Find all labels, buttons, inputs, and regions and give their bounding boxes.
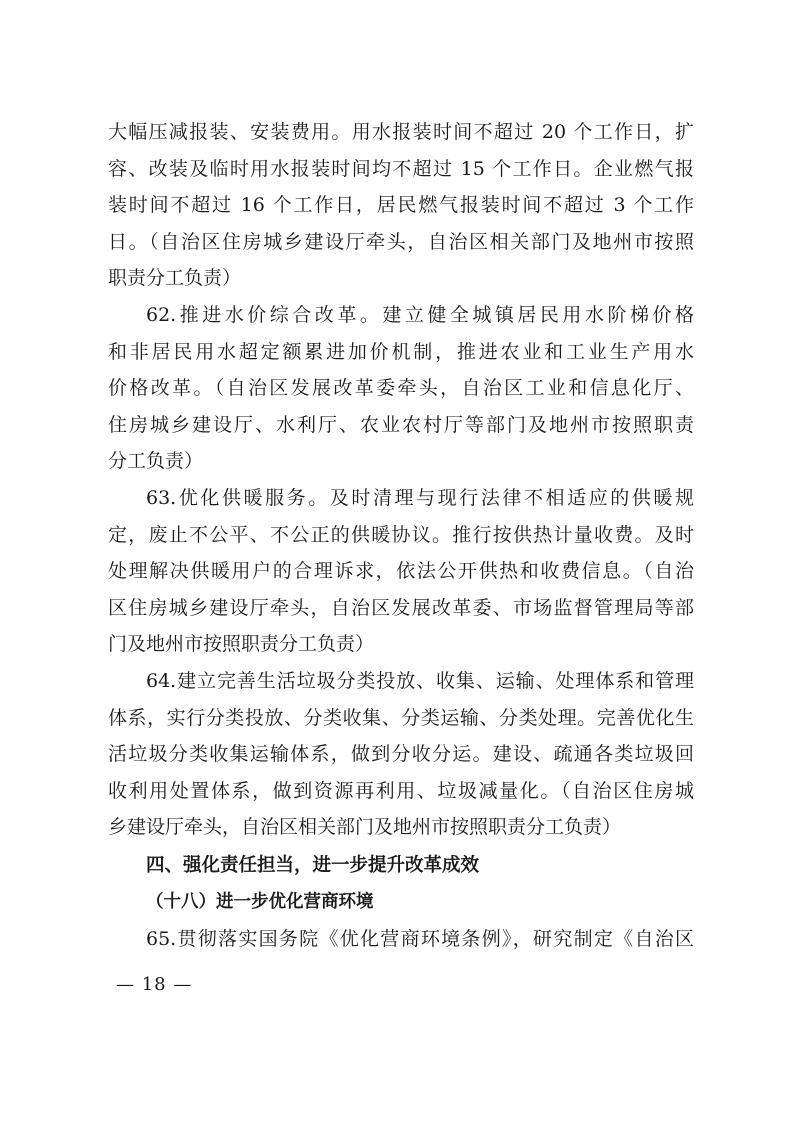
text-line: 63.优化供暖服务。及时清理与现行法律不相适应的供暖规 <box>146 486 694 509</box>
paragraph-item-64 <box>108 663 694 846</box>
text-line: 日。（自治区住房城乡建设厅牵头，自治区相关部门及地州市按照 <box>108 230 694 253</box>
text-line: 体系，实行分类投放、分类收集、分类运输、分类处理。完善优化生 <box>108 706 694 729</box>
subsection-heading: （十八）进一步优化营商环境 <box>146 892 374 913</box>
text-line: 职责分工负责） <box>108 267 242 290</box>
text-line: 62.推进水价综合改革。建立健全城镇居民用水阶梯价格 <box>146 303 694 326</box>
text-line: 分工负责） <box>108 450 204 473</box>
section-heading: 四、强化责任担当，进一步提升改革成效 <box>146 854 480 876</box>
text-line: 装时间不超过 16 个工作日，居民燃气报装时间不超过 3 个工作 <box>108 194 694 217</box>
text-line: 和非居民用水超定额累进加价机制，推进农业和工业生产用水 <box>108 340 694 363</box>
text-line: 门及地州市按照职责分工负责） <box>108 633 375 656</box>
page-number: — 18 — <box>116 974 193 995</box>
text-line: 64.建立完善生活垃圾分类投放、收集、运输、处理体系和管理 <box>146 669 694 692</box>
text-line: 价格改革。（自治区发展改革委牵头，自治区工业和信息化厅、 <box>108 377 694 400</box>
text-line: 容、改装及临时用水报装时间均不超过 15 个工作日。企业燃气报 <box>108 157 694 180</box>
text-line: 乡建设厅牵头，自治区相关部门及地州市按照职责分工负责） <box>108 816 622 839</box>
text-line: 定，废止不公平、不公正的供暖协议。推行按供热计量收费。及时 <box>108 523 694 546</box>
paragraph-item-65: 65.贯彻落实国务院《优化营商环境条例》，研究制定《自治区 <box>146 928 694 951</box>
text-line: 处理解决供暖用户的合理诉求，依法公开供热和收费信息。（自治 <box>108 560 694 583</box>
paragraph-item-63 <box>108 480 694 663</box>
text-line: 活垃圾分类收集运输体系，做到分收分运。建设、疏通各类垃圾回 <box>108 743 694 766</box>
text-line: 大幅压减报装、安装费用。用水报装时间不超过 20 个工作日，扩 <box>108 121 694 143</box>
paragraph-item-62 <box>108 297 694 480</box>
text-line: 收利用处置体系，做到资源再利用、垃圾减量化。（自治区住房城 <box>108 779 694 802</box>
text-line: 住房城乡建设厅、水利厅、农业农村厅等部门及地州市按照职责 <box>108 413 694 436</box>
paragraph-continuation <box>108 114 694 297</box>
document-body <box>108 114 694 958</box>
text-line: 区住房城乡建设厅牵头，自治区发展改革委、市场监督管理局等部 <box>108 596 694 619</box>
